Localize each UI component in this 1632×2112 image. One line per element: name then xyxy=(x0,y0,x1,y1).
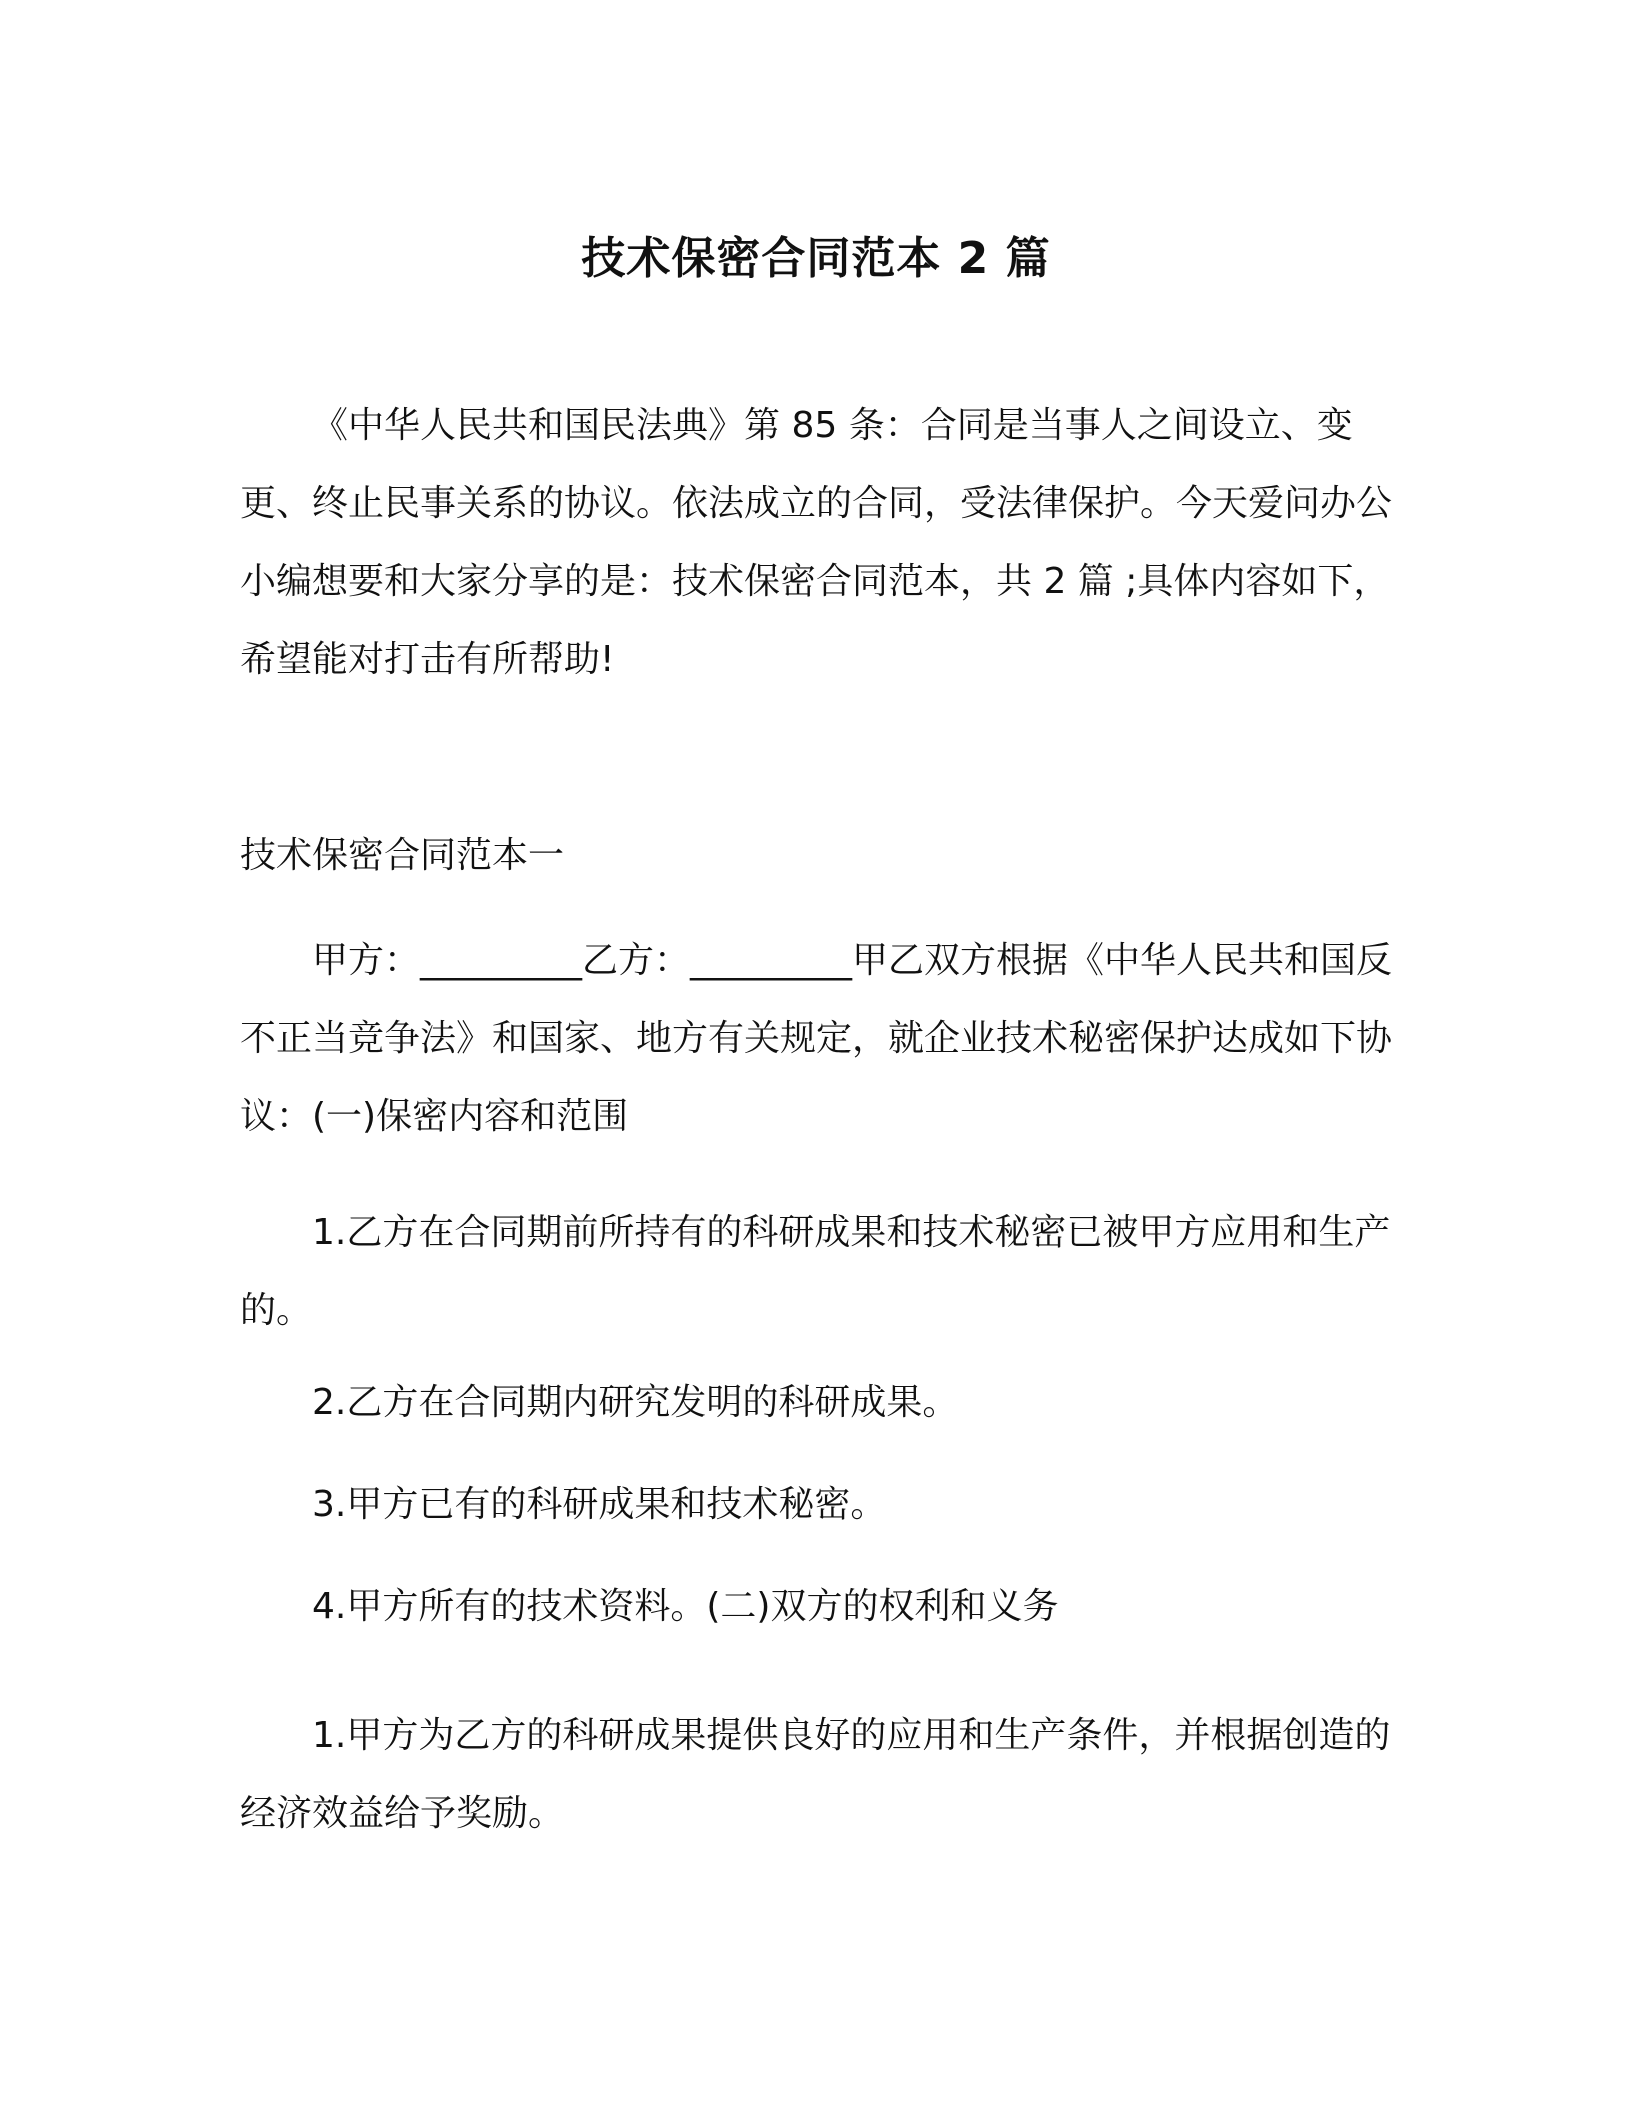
clause-paragraph: 1.甲方为乙方的科研成果提供良好的应用和生产条件，并根据创造的经济效益给予奖励。 xyxy=(240,1715,1391,1834)
contract-parties-paragraph: 甲方：_________乙方：_________甲乙双方根据《中华人民共和国反不正当竞争法》和国家、地方有关规定，就企业技术秘密保护达成如下协议：(一)保密内容和范围 xyxy=(240,940,1393,1137)
intro-paragraph: 《中华人民共和国民法典》第 85 条：合同是当事人之间设立、变更、终止民事关系的协议。依法成立的合同，受法律保护。今天爱问办公小编想要和大家分享的是：技术保密合同范本，共 2 篇 ;具体内容如下，希望能对打击有所帮助! xyxy=(240,405,1393,680)
clause-paragraph: 4.甲方所有的技术资料。(二)双方的权利和义务 xyxy=(312,1586,1059,1627)
document-title: 技术保密合同范本 2 篇 xyxy=(581,233,1051,284)
clause-paragraph: 1.乙方在合同期前所持有的科研成果和技术秘密已被甲方应用和生产的。 xyxy=(240,1212,1391,1331)
clause-paragraph: 3.甲方已有的科研成果和技术秘密。 xyxy=(312,1484,887,1525)
clause-paragraph: 2.乙方在合同期内研究发明的科研成果。 xyxy=(312,1382,959,1423)
section-heading: 技术保密合同范本一 xyxy=(240,835,565,876)
